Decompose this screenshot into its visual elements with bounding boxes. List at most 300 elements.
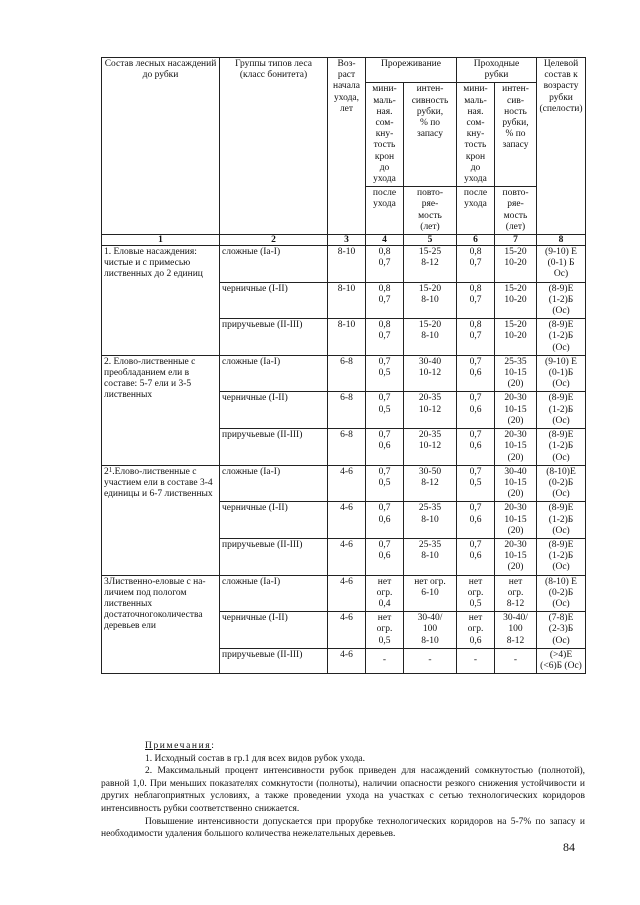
cell-line: 0,7 <box>469 466 482 477</box>
header-intensity-1 <box>404 83 457 187</box>
forest-type-cell: сложные (Ia-I) <box>220 355 328 392</box>
cell-line: 0,7 <box>378 331 391 342</box>
cell-line: (8-9)Е <box>548 283 574 294</box>
column-number: 5 <box>404 235 457 246</box>
cell-line: нет <box>508 576 523 587</box>
header-after-2 <box>457 187 495 235</box>
cell-line: 8-12 <box>506 598 525 609</box>
column-number: 2 <box>220 235 328 246</box>
start-age-cell: 4-6 <box>328 575 366 612</box>
value-cell-c8 <box>537 246 586 283</box>
cell-line: (2-3)Б <box>548 624 574 635</box>
cell-line: 10-15 <box>504 441 527 452</box>
cell-line: (0-2)Б <box>548 477 574 488</box>
cell-line: мость <box>418 210 442 221</box>
value-cell-c7 <box>495 502 537 539</box>
cell-line: запасу <box>417 129 443 140</box>
value-cell-c8 <box>537 612 586 649</box>
page-number: 84 <box>563 840 575 854</box>
cell-line: 30-40/ <box>503 613 528 624</box>
cell-line: 20-30 <box>504 503 527 514</box>
value-cell-c6 <box>457 612 495 649</box>
cell-line: 8-10 <box>421 635 439 646</box>
cell-line: (9-10) Е <box>545 356 577 367</box>
cell-line: лет <box>339 103 354 114</box>
value-cell-c6 <box>457 429 495 466</box>
cell-line: (8-9)Е <box>548 320 574 331</box>
value-cell-c5 <box>404 429 457 466</box>
header-forest-types: Группы типов леса (класс бонитета) <box>220 58 328 235</box>
start-age-cell: 4-6 <box>328 465 366 502</box>
cell-line: (20) <box>507 452 524 463</box>
cell-line: ряе- <box>507 199 524 210</box>
value-cell-c8 <box>537 392 586 429</box>
cell-line: - <box>513 655 518 666</box>
cell-line: 15-20 <box>504 283 527 294</box>
cell-line: ухода <box>373 174 396 185</box>
cell-line: (Ос) <box>552 635 570 646</box>
cell-line: мини- <box>372 84 397 95</box>
cell-line: ряе- <box>421 199 439 210</box>
value-cell-c5 <box>404 282 457 319</box>
cell-line: до <box>470 162 481 173</box>
cell-line: 15-25 <box>418 247 442 258</box>
cell-line: 15-20 <box>504 320 527 331</box>
cell-line: (8-9)Е <box>548 539 574 550</box>
cell-line: 100 <box>508 624 523 635</box>
value-cell-c4 <box>366 246 404 283</box>
cell-line: ухода <box>464 174 487 185</box>
cell-line: (Ос) <box>552 306 570 317</box>
cell-line: 0,4 <box>378 598 391 609</box>
cell-line: 10-20 <box>504 294 527 305</box>
cell-line: (9-10) Е <box>545 247 577 258</box>
cell-line: (8-9)Е <box>548 430 574 441</box>
cell-line: (1-2)Б <box>548 551 574 562</box>
cell-line: (20) <box>507 489 524 500</box>
composition-cell <box>102 465 220 575</box>
start-age-cell: 6-8 <box>328 392 366 429</box>
cell-line: ухода <box>373 199 396 210</box>
cell-line: 0,5 <box>378 404 391 415</box>
cell-line: (0-2)Б <box>548 587 574 598</box>
cell-line: 20-30 <box>504 539 527 550</box>
value-cell-c4 <box>366 465 404 502</box>
cell-line: 8-12 <box>506 635 525 646</box>
value-cell-c7 <box>495 538 537 575</box>
cell-line: 0,7 <box>469 430 482 441</box>
cell-line: 0,8 <box>469 283 482 294</box>
cell-line: 10-15 <box>504 368 527 379</box>
value-cell-c5 <box>404 319 457 356</box>
cell-line: нет <box>468 576 483 587</box>
cell-line: 0,7 <box>378 539 391 550</box>
value-cell-c6 <box>457 319 495 356</box>
start-age-cell: 4-6 <box>328 538 366 575</box>
forest-type-cell: приручьевые (II-III) <box>220 429 328 466</box>
value-cell-c4 <box>366 502 404 539</box>
value-cell-c8 <box>537 648 586 673</box>
value-cell-c5 <box>404 612 457 649</box>
composition-text: .Елово-лиственные с участием ели в составе 3-4 единицы и 6-7 лиственных <box>104 466 213 500</box>
cell-line: огр. <box>467 624 484 635</box>
value-cell-c7 <box>495 612 537 649</box>
start-age-cell: 6-8 <box>328 429 366 466</box>
cell-line: 0,6 <box>378 514 391 525</box>
cell-line: 10-20 <box>504 331 527 342</box>
cell-line: огр. <box>467 587 484 598</box>
value-cell-c4 <box>366 319 404 356</box>
header-composition: Состав лесных насаждений до рубки <box>102 58 220 235</box>
column-number: 1 <box>102 235 220 246</box>
header-repeat-2 <box>495 187 537 235</box>
cell-line: (0-1) Б <box>547 258 575 269</box>
column-numbers-row <box>102 235 586 246</box>
start-age-cell: 4-6 <box>328 648 366 673</box>
notes-title-colon: : <box>211 741 216 751</box>
cell-line: рубки, <box>416 106 444 117</box>
cell-line: 10-15 <box>504 404 527 415</box>
cell-line: 20-30 <box>504 430 527 441</box>
start-age-cell: 8-10 <box>328 246 366 283</box>
column-number: 7 <box>495 235 537 246</box>
value-cell-c7 <box>495 575 537 612</box>
cell-line: 8-12 <box>421 258 439 269</box>
cell-line: (1-2)Б <box>548 441 574 452</box>
value-cell-c6 <box>457 648 495 673</box>
cell-line: - <box>473 655 478 666</box>
cell-line: 8-10 <box>421 294 439 305</box>
cell-line: огр. <box>507 587 524 598</box>
cell-line: (0-1)Б <box>548 368 574 379</box>
value-cell-c5 <box>404 648 457 673</box>
composition-cell <box>102 575 220 674</box>
header-target-composition <box>537 58 586 235</box>
cell-line: (лет) <box>420 221 440 232</box>
note-3: Повышение интенсивности допускается при прорубке технологических коридоров на 5-7% по запасу и необходимости удаления большого количества нежелательных деревьев. <box>101 816 585 840</box>
cell-line: (8-9)Е <box>548 503 574 514</box>
cell-line: - <box>382 655 387 666</box>
composition-text: 2. Елово-лиственные с преобладанием ели в составе: 5-7 ели и 3-5 лиственных <box>104 356 196 401</box>
cell-line: сом- <box>466 118 485 129</box>
cell-line: (1-2)Б <box>548 404 574 415</box>
forest-type-cell: сложные (Ia-I) <box>220 575 328 612</box>
value-cell-c6 <box>457 246 495 283</box>
notes-section <box>101 740 585 841</box>
start-age-cell: 8-10 <box>328 282 366 319</box>
cell-line: (7-8)Е <box>548 613 574 624</box>
cell-line: 0,6 <box>469 441 482 452</box>
cell-line: (1-2)Б <box>548 331 574 342</box>
cell-line: 20-30 <box>504 393 527 404</box>
cell-line: сивность <box>411 95 449 106</box>
cell-line: 0,5 <box>469 477 482 488</box>
cell-line: кну- <box>375 129 394 140</box>
header-start-age <box>328 58 366 235</box>
value-cell-c7 <box>495 319 537 356</box>
value-cell-c7 <box>495 282 537 319</box>
cell-line: 0,7 <box>469 258 482 269</box>
cell-line: нет <box>377 613 392 624</box>
composition-text: 3Лиственно-еловые с на-личием под пологом лиственных достаточногоколичества деревьев ели <box>104 576 206 632</box>
header-after-1 <box>366 187 404 235</box>
start-age-cell: 4-6 <box>328 502 366 539</box>
table-row <box>102 355 586 392</box>
cell-line: кну- <box>466 129 485 140</box>
cell-line: 0,6 <box>378 551 391 562</box>
cell-line: 100 <box>422 624 438 635</box>
cell-line: огр. <box>376 587 393 598</box>
header-min-density-1 <box>366 83 404 187</box>
cell-line: 10-12 <box>418 404 442 415</box>
cell-line: рубки, <box>502 118 529 129</box>
value-cell-c7 <box>495 465 537 502</box>
cell-line: 0,7 <box>469 294 482 305</box>
forest-type-cell: приручьевые (II-III) <box>220 538 328 575</box>
forest-type-cell: сложные (Ia-I) <box>220 465 328 502</box>
cell-line: повто- <box>502 188 529 199</box>
cell-line: % по <box>505 129 526 140</box>
cell-line: 25-35 <box>504 356 527 367</box>
cell-line: 15-20 <box>504 247 527 258</box>
cell-line: возрасту <box>543 81 579 92</box>
value-cell-c8 <box>537 319 586 356</box>
cell-line: 10-12 <box>418 441 442 452</box>
value-cell-c7 <box>495 355 537 392</box>
header-passing-cuttings <box>457 58 537 83</box>
cell-line: (Ос) <box>552 379 570 390</box>
cell-line: 25-35 <box>418 539 442 550</box>
value-cell-c6 <box>457 282 495 319</box>
cell-line: (Ос) <box>552 342 570 353</box>
cell-line: (8-9)Е <box>548 393 574 404</box>
note-2: 2. Максимальный процент интенсивности рубок приведен для насаждений сомкнутостью (полнотой), равной 1,0. При меньших показателях сомкнутости (полноты), наличии опасности резкого снижения устойчивости и других неблагоприятных условиях, а также проведении ухода на участках с сетью технологических коридоров интенсивность рубки соответственно снижается. <box>101 766 585 814</box>
start-age-cell: 4-6 <box>328 612 366 649</box>
start-age-cell: 6-8 <box>328 355 366 392</box>
cell-line: (Ос) <box>552 452 570 463</box>
cell-line: 15-20 <box>418 283 442 294</box>
cell-line: 0,7 <box>378 503 391 514</box>
cell-line: 0,8 <box>469 247 482 258</box>
cell-line: (20) <box>507 562 524 573</box>
value-cell-c7 <box>495 648 537 673</box>
value-cell-c5 <box>404 502 457 539</box>
cell-line: после <box>372 188 397 199</box>
cell-line: (<6)Б (Ос) <box>540 660 582 671</box>
cell-line: (Ос) <box>552 598 570 609</box>
forest-type-cell: приручьевые (II-III) <box>220 648 328 673</box>
cell-line: 0,8 <box>378 247 391 258</box>
cell-line: (Ос) <box>552 489 570 500</box>
value-cell-c7 <box>495 246 537 283</box>
cell-line: 0,6 <box>378 441 391 452</box>
cell-line: 30-40/ <box>417 613 443 624</box>
cell-line: 6-10 <box>421 587 439 598</box>
column-number: 3 <box>328 235 366 246</box>
cell-line: (20) <box>507 379 524 390</box>
value-cell-c6 <box>457 575 495 612</box>
cell-line: рубки <box>549 92 573 103</box>
cell-line: 0,6 <box>469 551 482 562</box>
value-cell-c4 <box>366 282 404 319</box>
cell-line: интен- <box>502 84 529 95</box>
cell-line: (20) <box>507 415 524 426</box>
value-cell-c7 <box>495 429 537 466</box>
cell-line: 0,7 <box>469 539 482 550</box>
cell-line: состав к <box>544 70 578 81</box>
value-cell-c6 <box>457 538 495 575</box>
cell-line: мость <box>503 210 528 221</box>
cell-line: 0,5 <box>378 635 391 646</box>
cell-line: 0,8 <box>378 320 391 331</box>
value-cell-c6 <box>457 502 495 539</box>
value-cell-c5 <box>404 392 457 429</box>
value-cell-c7 <box>495 392 537 429</box>
cell-line: 8-10 <box>421 331 439 342</box>
value-cell-c4 <box>366 648 404 673</box>
cell-line: % по <box>419 118 441 129</box>
header-repeat-1 <box>404 187 457 235</box>
cell-line: 0,6 <box>469 514 482 525</box>
cell-line: 0,7 <box>378 430 391 441</box>
composition-prefix: 2 <box>104 466 109 477</box>
cell-line: нет огр. <box>414 576 446 587</box>
table-row <box>102 246 586 283</box>
cell-line: 0,6 <box>469 368 482 379</box>
value-cell-c4 <box>366 429 404 466</box>
cell-line: 0,7 <box>469 503 482 514</box>
value-cell-c5 <box>404 575 457 612</box>
cell-line: 10-12 <box>418 368 442 379</box>
value-cell-c8 <box>537 502 586 539</box>
note-1: 1. Исходный состав в гр.1 для всех видов рубок ухода. <box>145 753 366 764</box>
cell-line: мини- <box>463 84 488 95</box>
value-cell-c5 <box>404 538 457 575</box>
header-thinning: Прореживание <box>366 58 457 83</box>
composition-cell <box>102 355 220 465</box>
cell-line: 0,6 <box>469 404 482 415</box>
cell-line: нет <box>468 613 483 624</box>
value-cell-c4 <box>366 575 404 612</box>
composition-superscript: 1 <box>108 465 113 474</box>
forest-type-cell: черничные (I-II) <box>220 392 328 429</box>
table-row <box>102 575 586 612</box>
column-number: 4 <box>366 235 404 246</box>
cell-line: огр. <box>376 624 393 635</box>
cell-line: 10-20 <box>504 258 527 269</box>
cell-line: 0,6 <box>469 635 482 646</box>
cell-line: 30-50 <box>418 466 442 477</box>
cell-line: 0,7 <box>378 294 391 305</box>
header-min-density-2 <box>457 83 495 187</box>
cell-line: 10-15 <box>504 551 527 562</box>
cell-line: 0,7 <box>378 466 391 477</box>
header-intensity-2 <box>495 83 537 187</box>
cell-line: (>4)Е <box>549 649 573 660</box>
value-cell-c6 <box>457 355 495 392</box>
cell-line: 10-15 <box>504 477 527 488</box>
value-cell-c8 <box>537 538 586 575</box>
cell-line: 0,7 <box>469 331 482 342</box>
value-cell-c8 <box>537 575 586 612</box>
forest-type-cell: приручьевые (II-III) <box>220 319 328 356</box>
cell-line: Воз- <box>337 59 356 69</box>
cell-line: 30-40 <box>504 466 527 477</box>
cell-line: 0,8 <box>378 283 391 294</box>
cell-line: (Ос) <box>552 525 570 536</box>
cell-line: 25-35 <box>418 503 442 514</box>
cell-line: начала <box>333 81 360 92</box>
value-cell-c8 <box>537 355 586 392</box>
cell-line: интен- <box>416 84 444 95</box>
cell-line: маль- <box>373 95 396 106</box>
cell-line: после <box>463 188 488 199</box>
value-cell-c8 <box>537 282 586 319</box>
value-cell-c4 <box>366 612 404 649</box>
cell-line: 8-10 <box>421 514 439 525</box>
value-cell-c5 <box>404 246 457 283</box>
start-age-cell: 8-10 <box>328 319 366 356</box>
cell-line: (8-10)Е <box>546 466 576 477</box>
cell-line: Ос) <box>553 269 569 280</box>
cell-line: раст <box>337 70 356 81</box>
cell-line: 20-35 <box>418 430 442 441</box>
cell-line: 0,7 <box>378 356 391 367</box>
cell-line: ность <box>504 106 527 117</box>
forest-type-cell: черничные (I-II) <box>220 282 328 319</box>
cell-line: (1-2)Б <box>548 514 574 525</box>
cell-line: повто- <box>416 188 444 199</box>
cell-line: ухода <box>464 199 487 210</box>
thinning-regulation-table <box>101 57 586 674</box>
cell-line: ная. <box>376 106 393 117</box>
column-number: 8 <box>537 235 586 246</box>
forest-type-cell: черничные (I-II) <box>220 502 328 539</box>
cell-line: 10-15 <box>504 514 527 525</box>
cell-line: 0,7 <box>378 393 391 404</box>
value-cell-c5 <box>404 355 457 392</box>
cell-line: 0,7 <box>378 258 391 269</box>
cell-line: (спелости) <box>539 103 583 114</box>
cell-line: 0,5 <box>378 368 391 379</box>
value-cell-c4 <box>366 392 404 429</box>
forest-type-cell: сложные (Ia-I) <box>220 246 328 283</box>
cell-line: тость <box>464 140 487 151</box>
cell-line: (лет) <box>505 221 526 232</box>
cell-line: (Ос) <box>552 415 570 426</box>
cell-line: 0,8 <box>469 320 482 331</box>
cell-line: крон <box>374 151 395 162</box>
cell-line: тость <box>373 140 396 151</box>
value-cell-c8 <box>537 429 586 466</box>
cell-line: - <box>428 655 432 666</box>
value-cell-c4 <box>366 355 404 392</box>
cell-line: 8-10 <box>421 551 439 562</box>
cell-line: 20-35 <box>418 393 442 404</box>
cell-line: (8-10) Е <box>545 576 577 587</box>
value-cell-c8 <box>537 465 586 502</box>
cell-line: рубки <box>484 70 509 81</box>
cell-line: крон <box>465 151 486 162</box>
cell-line: нет <box>377 576 392 587</box>
cell-line: сом- <box>375 118 394 129</box>
cell-line: 0,7 <box>469 393 482 404</box>
cell-line: сив- <box>507 95 524 106</box>
cell-line: Целевой <box>543 59 579 69</box>
cell-line: 30-40 <box>418 356 442 367</box>
cell-line: (20) <box>507 525 524 536</box>
cell-line: 0,5 <box>378 477 391 488</box>
